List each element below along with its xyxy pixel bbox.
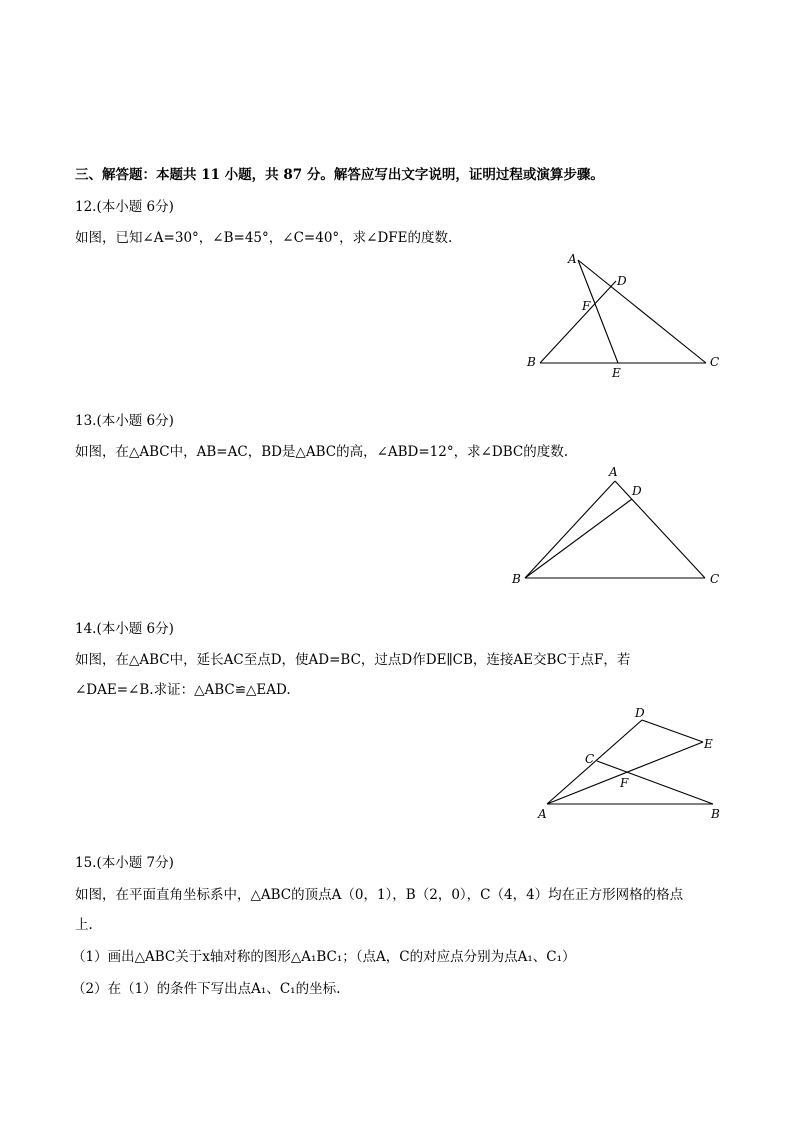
problem-14-text-line-2: ∠DAE=∠B.求证：△ABC≌△EAD. — [75, 682, 291, 698]
problem-12-text: 如图，已知∠A=30°，∠B=45°，∠C=40°，求∠DFE的度数. — [75, 230, 453, 246]
problem-14-text-line-1: 如图，在△ABC中，延长AC至点D，使AD=BC，过点D作DE∥CB，连接AE交BC于点F，若 — [75, 652, 631, 668]
label-F: F — [620, 776, 629, 790]
label-A: A — [568, 252, 577, 266]
problem-12-figure — [520, 245, 730, 380]
label-F: F — [582, 299, 591, 313]
problem-14-header: 14.(本小题 6分) — [75, 621, 174, 637]
segment-A-D — [547, 720, 642, 804]
problem-15-text-line-3: （1）画出△ABC关于x轴对称的图形△A₁BC₁；（点A，C的对应点分别为点A₁、C₁） — [72, 949, 576, 965]
problem-15-header: 15.(本小题 7分) — [75, 855, 174, 871]
label-B: B — [711, 807, 720, 821]
segment-B-D — [525, 499, 632, 578]
segment-A-C — [615, 481, 705, 578]
segment-C-B — [597, 761, 713, 804]
segment-A-E — [547, 742, 703, 804]
label-E: E — [704, 737, 713, 751]
problem-15-text-line-2: 上. — [75, 917, 93, 933]
label-E: E — [612, 366, 621, 380]
label-D: D — [635, 706, 645, 720]
problem-13-header: 13.(本小题 6分) — [75, 413, 174, 429]
label-B: B — [527, 355, 536, 369]
label-C: C — [710, 355, 720, 369]
label-B: B — [512, 572, 521, 586]
problem-15-text-line-1: 如图，在平面直角坐标系中，△ABC的顶点A（0，1），B（2，0），C（4，4）均在正方形网格的格点 — [75, 887, 684, 903]
segment-A-C — [578, 260, 706, 363]
label-C: C — [585, 752, 595, 766]
label-D: D — [617, 274, 627, 288]
segment-B-D — [540, 281, 616, 363]
segment-D-E — [642, 720, 703, 742]
segment-A-B — [525, 481, 615, 578]
section-heading: 三、解答题：本题共 11 小题，共 87 分。解答应写出文字说明，证明过程或演算步骤。 — [75, 167, 604, 183]
problem-14-figure — [530, 700, 730, 825]
problem-13-text: 如图，在△ABC中，AB=AC，BD是△ABC的高，∠ABD=12°，求∠DBC的度数. — [75, 444, 569, 460]
label-C: C — [710, 572, 720, 586]
label-D: D — [632, 484, 642, 498]
problem-15-text-line-4: （2）在（1）的条件下写出点A₁、C₁的坐标. — [72, 981, 341, 997]
label-A: A — [538, 807, 547, 821]
label-A: A — [609, 465, 618, 479]
problem-12-header: 12.(本小题 6分) — [75, 199, 174, 215]
problem-13-figure — [505, 460, 730, 590]
